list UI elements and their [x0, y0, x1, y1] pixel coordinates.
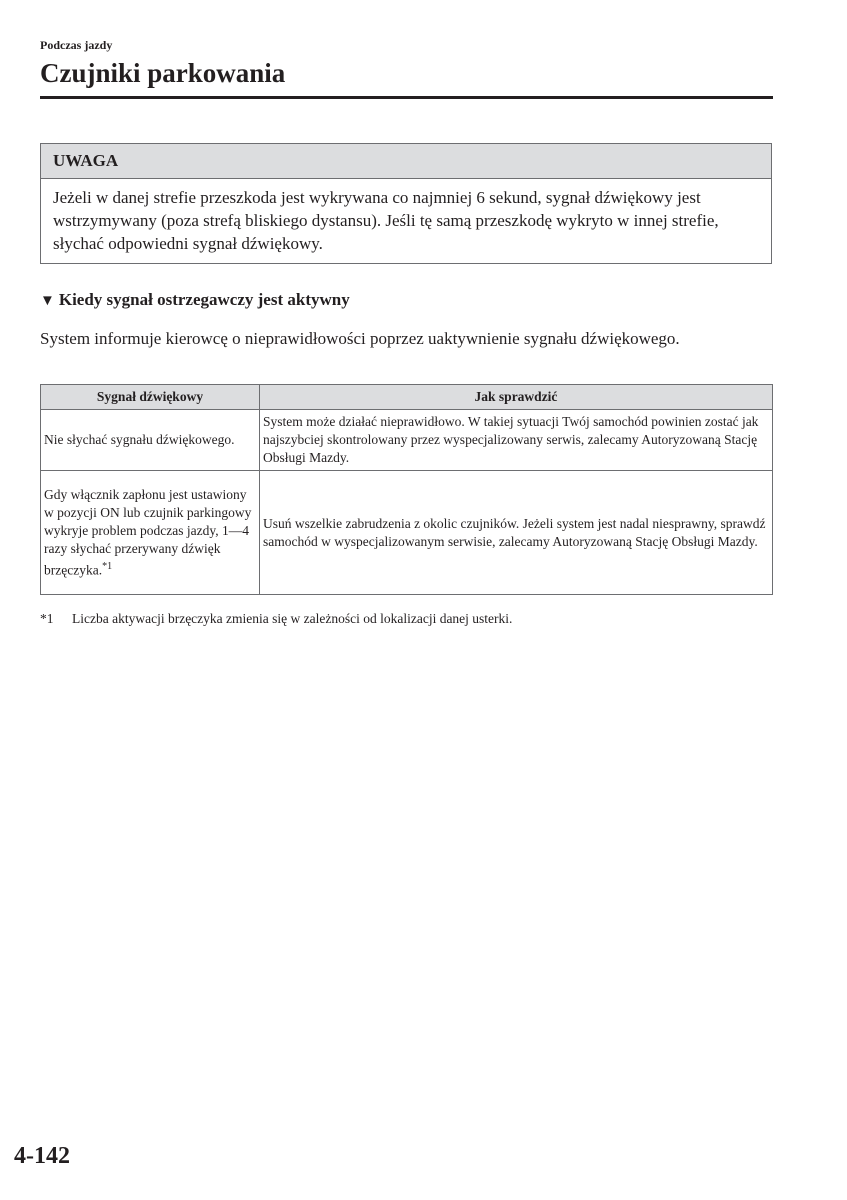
table-cell-signal: Nie słychać sygnału dźwiękowego.: [41, 410, 260, 471]
caution-text: Jeżeli w danej strefie przeszkoda jest wykrywana co najmniej 6 sekund, sygnał dźwiękowy jest wstrzymywany (poza strefą bliskiego dystansu). Jeśli tę samą przeszkodę wykryto w innej strefie, słychać odpowiedni sygnał dźwiękowy.: [53, 188, 719, 253]
footnote: [40, 610, 512, 628]
table-header-row: [41, 385, 773, 410]
subsection-heading: [40, 290, 350, 310]
caution-box: [40, 143, 772, 264]
column-header-check: Jak sprawdzić: [260, 385, 773, 410]
page-title: Czujniki parkowania: [40, 58, 286, 88]
column-header-signal: Sygnał dźwiękowy: [41, 385, 260, 410]
section-label: Podczas jazdy: [40, 38, 113, 52]
signal-text: Gdy włącznik zapłonu jest ustawiony w pozycji ON lub czujnik parkingowy wykryje problem podczas jazdy, 1―4 razy słychać przerywany dźwięk brzęczyka.: [44, 486, 252, 578]
table-row: [41, 471, 773, 595]
intro-paragraph: System informuje kierowcę o nieprawidłowości poprzez uaktywnienie sygnału dźwiękowego.: [40, 329, 680, 348]
page-number: 4-142: [14, 1143, 70, 1169]
signal-table: [40, 384, 773, 595]
table-row: [41, 410, 773, 471]
table-cell-check: System może działać nieprawidłowo. W takiej sytuacji Twój samochód powinien zostać jak najszybciej skontrolowany przez wyspecjalizowany serwis, zalecamy Autoryzowaną Stację Obsługi Mazdy.: [260, 410, 773, 471]
footnote-mark: *1: [40, 611, 54, 626]
triangle-down-icon: ▼: [40, 293, 55, 309]
caution-heading: UWAGA: [41, 144, 771, 179]
footnote-text: Liczba aktywacji brzęczyka zmienia się w zależności od lokalizacji danej usterki.: [72, 611, 513, 626]
footnote-reference: *1: [102, 560, 113, 572]
table-cell-signal: [41, 471, 260, 595]
title-divider: [40, 96, 773, 99]
table-cell-check: Usuń wszelkie zabrudzenia z okolic czujników. Jeżeli system jest nadal niesprawny, sprawdź samochód w wyspecjalizowanym serwisie, zalecamy Autoryzowaną Stację Obsługi Mazdy.: [260, 471, 773, 595]
subsection-heading-text: Kiedy sygnał ostrzegawczy jest aktywny: [58, 290, 350, 309]
